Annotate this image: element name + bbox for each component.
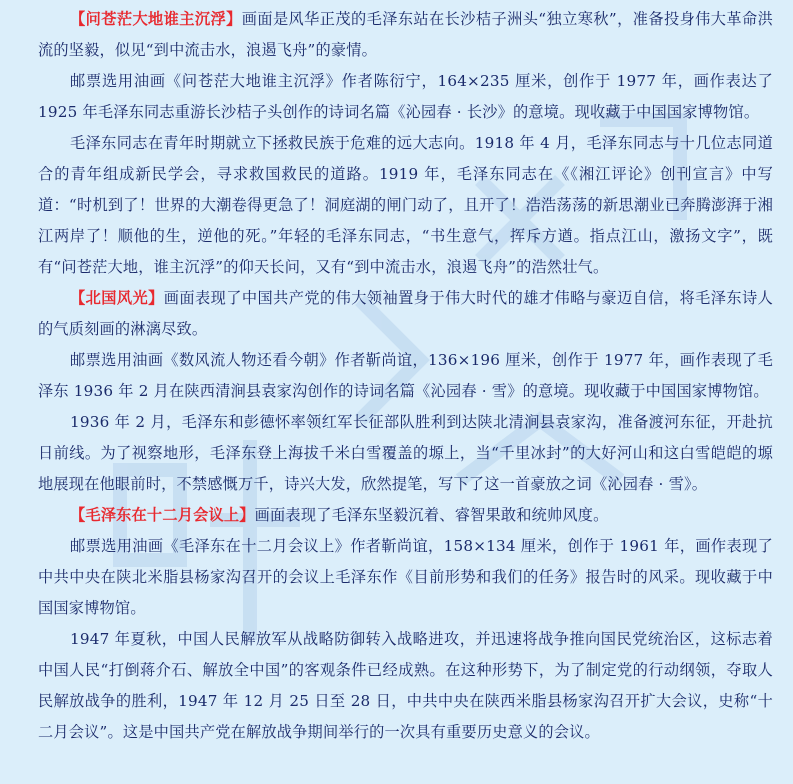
paragraph-text: 1936 年 2 月，毛泽东和彭德怀率领红军长征部队胜利到达陕北清涧县袁家沟，准备渡河东征，开赴抗日前线。为了视察地形，毛泽东登上海拔千米白雪覆盖的塬上，当“千里冰封”的大好河山和这白雪皑皑的塬地展现在他眼前时，不禁感慨万千，诗兴大发，欣然提笔，写下了这一首豪放之词《沁园春 · 雪》。 [38, 413, 773, 493]
section-heading: 【问苍茫大地谁主沉浮】 [70, 10, 242, 28]
paragraph [38, 531, 773, 624]
paragraph [38, 283, 773, 345]
paragraph-text: 毛泽东同志在青年时期就立下拯救民族于危难的远大志向。1918 年 4 月，毛泽东同志与十几位志同道合的青年组成新民学会，寻求救国救民的道路。1919 年，毛泽东同志在《《湘江评论》创刊宣言》中写道：“时机到了！世界的大潮卷得更急了！洞庭湖的闸门动了，且开了！浩浩荡荡的新思潮业已奔腾澎湃于湘江两岸了！顺他的生，逆他的死。”年轻的毛泽东同志，“书生意气，挥斥方遒。指点江山，激扬文字”，既有“问苍茫大地，谁主沉浮”的仰天长问，又有“到中流击水，浪遏飞舟”的浩然壮气。 [38, 134, 773, 276]
paragraph-text: 画面表现了中国共产党的伟大领袖置身于伟大时代的雄才伟略与豪迈自信，将毛泽东诗人的气质刻画的淋漓尽致。 [38, 289, 773, 338]
paragraph [38, 128, 773, 283]
paragraph [38, 407, 773, 500]
paragraph [38, 624, 773, 748]
paragraph-text: 1947 年夏秋，中国人民解放军从战略防御转入战略进攻，并迅速将战争推向国民党统治区，这标志着中国人民“打倒蒋介石、解放全中国”的客观条件已经成熟。在这种形势下，为了制定党的行动纲领，夺取人民解放战争的胜利，1947 年 12 月 25 日至 28 日，中共中央在陕西米脂县杨家沟召开扩大会议，史称“十二月会议”。这是中国共产党在解放战争期间举行的一次具有重要历史意义的会议。 [38, 630, 773, 741]
section-heading: 【北国风光】 [70, 289, 164, 307]
section-heading: 【毛泽东在十二月会议上】 [70, 506, 255, 524]
paragraph-text: 邮票选用油画《问苍茫大地谁主沉浮》作者陈衍宁，164×235 厘米，创作于 1977 年，画作表达了 1925 年毛泽东同志重游长沙桔子头创作的诗词名篇《沁园春 · 长沙》的意境。现收藏于中国国家博物馆。 [38, 72, 773, 121]
paragraph-text: 邮票选用油画《毛泽东在十二月会议上》作者靳尚谊，158×134 厘米，创作于 1961 年，画作表现了中共中央在陕北米脂县杨家沟召开的会议上毛泽东作《目前形势和我们的任务》报告时的风采。现收藏于中国国家博物馆。 [38, 537, 773, 617]
paragraph-text: 邮票选用油画《数风流人物还看今朝》作者靳尚谊，136×196 厘米，创作于 1977 年，画作表现了毛泽东 1936 年 2 月在陕西清涧县袁家沟创作的诗词名篇《沁园春 · 雪》的意境。现收藏于中国国家博物馆。 [38, 351, 773, 400]
paragraph [38, 4, 773, 66]
paragraph [38, 345, 773, 407]
paragraph-text: 画面是风华正茂的毛泽东站在长沙桔子洲头“独立寒秋”，准备投身伟大革命洪流的坚毅，似见“到中流击水，浪遏飞舟”的豪情。 [38, 10, 774, 59]
paragraph [38, 500, 773, 531]
paragraph [38, 66, 773, 128]
paragraph-text: 画面表现了毛泽东坚毅沉着、睿智果敢和统帅风度。 [254, 506, 609, 524]
